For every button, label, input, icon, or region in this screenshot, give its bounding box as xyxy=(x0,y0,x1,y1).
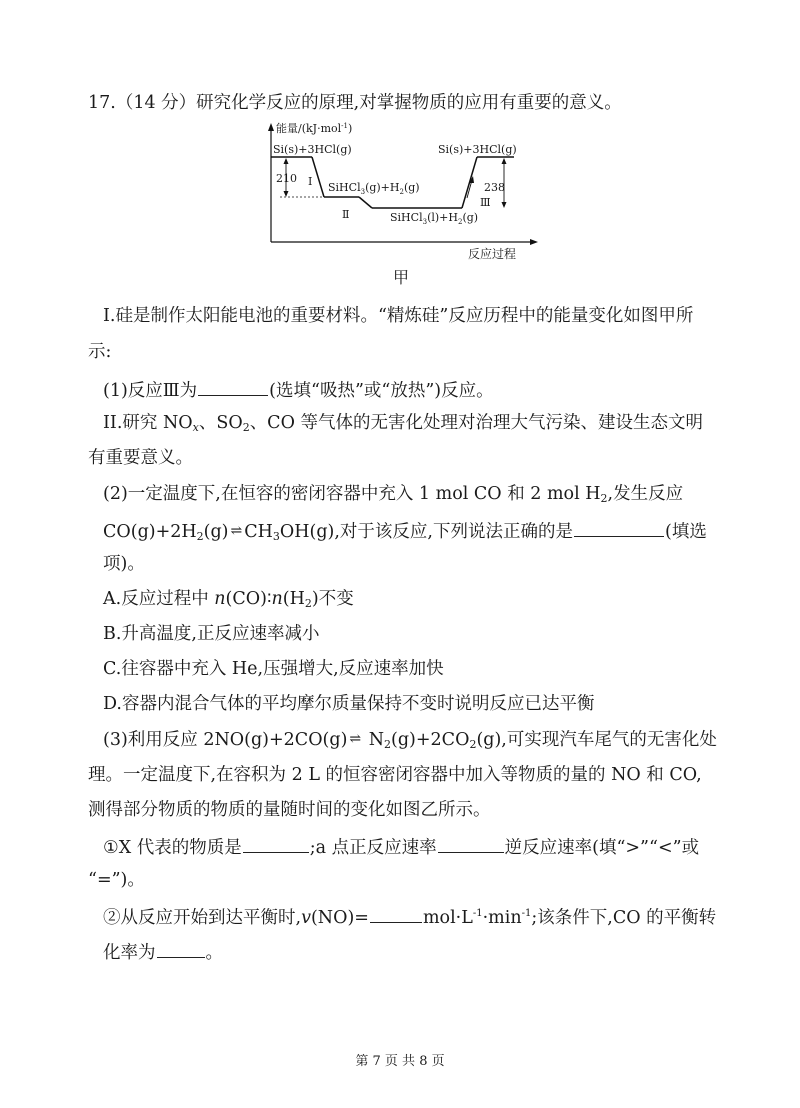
energy-238: 238 xyxy=(484,181,505,194)
answer-blank[interactable] xyxy=(438,837,504,853)
energy-210: 210 xyxy=(276,172,297,185)
question-3-1-cont: “=”)。 xyxy=(88,870,145,890)
y-axis-label: 能量/(kJ·mol$^{-1}$) xyxy=(276,122,353,135)
question-3-1: ①X 代表的物质是 ;a 点正反应速率 逆反应速率(填“>”“<”或 xyxy=(103,838,700,858)
option-a: A.反应过程中 $n(CO)∶n(H_2)$不变 xyxy=(103,589,354,610)
option-b: B.升高温度,正反应速率减小 xyxy=(103,624,320,644)
answer-blank[interactable] xyxy=(574,521,664,537)
energy-diagram xyxy=(262,120,542,270)
equilibrium-arrow-icon: ⇌ xyxy=(349,731,362,747)
answer-blank[interactable] xyxy=(243,837,309,853)
figure-caption: 甲 xyxy=(393,268,410,287)
equilibrium-arrow-icon: ⇌ xyxy=(230,523,243,539)
x-axis-arrow-icon xyxy=(530,239,538,245)
question-3-2-cont: 化率为 。 xyxy=(103,943,223,963)
question-1: (1)反应Ⅲ为 (选填“吸热”或“放热”)反应。 xyxy=(103,381,494,401)
question-header: 17.（14 分）研究化学反应的原理,对掌握物质的应用有重要的意义。 xyxy=(88,93,622,113)
y-axis-arrow-icon xyxy=(268,123,274,131)
level-end-label: Si(s)+3HCl(g) xyxy=(438,143,517,156)
part1-intro-line1: I.硅是制作太阳能电池的重要材料。“精炼硅”反应历程中的能量变化如图甲所 xyxy=(103,306,694,326)
page-footer: 第 7 页 共 8 页 xyxy=(355,1054,445,1069)
level-mid-g-label: $SiHCl_3(g)+H_2(g)$ xyxy=(328,181,420,196)
level-mid-l-label: $SiHCl_3(l)+H_2(g)$ xyxy=(390,211,479,226)
x-axis-label: 反应过程 xyxy=(468,247,517,261)
part1-intro-line2: 示: xyxy=(88,342,112,362)
question-3-line2: 理。一定温度下,在容积为 2 L 的恒容密闭容器中加入等物质的量的 NO 和 CO, xyxy=(88,765,702,785)
label-II: Ⅱ xyxy=(342,208,350,221)
answer-blank[interactable] xyxy=(370,907,422,923)
question-3-line3: 测得部分物质的物质的量随时间的变化如图乙所示。 xyxy=(88,800,491,820)
answer-blank[interactable] xyxy=(198,380,268,396)
question-2-line1: (2)一定温度下,在恒容的密闭容器中充入 1 mol CO 和 2 mol $H_2$,发生反应 xyxy=(103,484,684,505)
answer-blank[interactable] xyxy=(157,942,205,958)
question-2-line2: $CO(g)+2H_2(g)$ ⇌ $CH_3OH(g)$,对于该反应,下列说法正确的是 (填选 xyxy=(103,522,707,543)
question-3-2: ②从反应开始到达平衡时$,v(NO)= mol\cdot L^{-1}\cdot\min^{-1}$;该条件下,CO 的平衡转 xyxy=(103,908,717,928)
question-3-line1: (3)利用反应 2NO(g)+2CO(g) ⇌ $N_2(g)+2CO_2(g)$,可实现汽车尾气的无害化处 xyxy=(103,730,717,751)
level-start-label: Si(s)+3HCl(g) xyxy=(273,143,352,156)
part2-intro-line1: II.研究 $NO_x$、$SO_2$、CO 等气体的无害化处理对治理大气污染、建设生态文明 xyxy=(103,413,703,434)
question-2-line3: 项)。 xyxy=(103,554,145,574)
option-c: C.往容器中充入 He,压强增大,反应速率加快 xyxy=(103,659,444,679)
part2-intro-line2: 有重要意义。 xyxy=(88,448,193,468)
option-d: D.容器内混合气体的平均摩尔质量保持不变时说明反应已达平衡 xyxy=(103,694,595,714)
label-III: Ⅲ xyxy=(480,196,491,209)
label-I: Ⅰ xyxy=(308,175,313,188)
